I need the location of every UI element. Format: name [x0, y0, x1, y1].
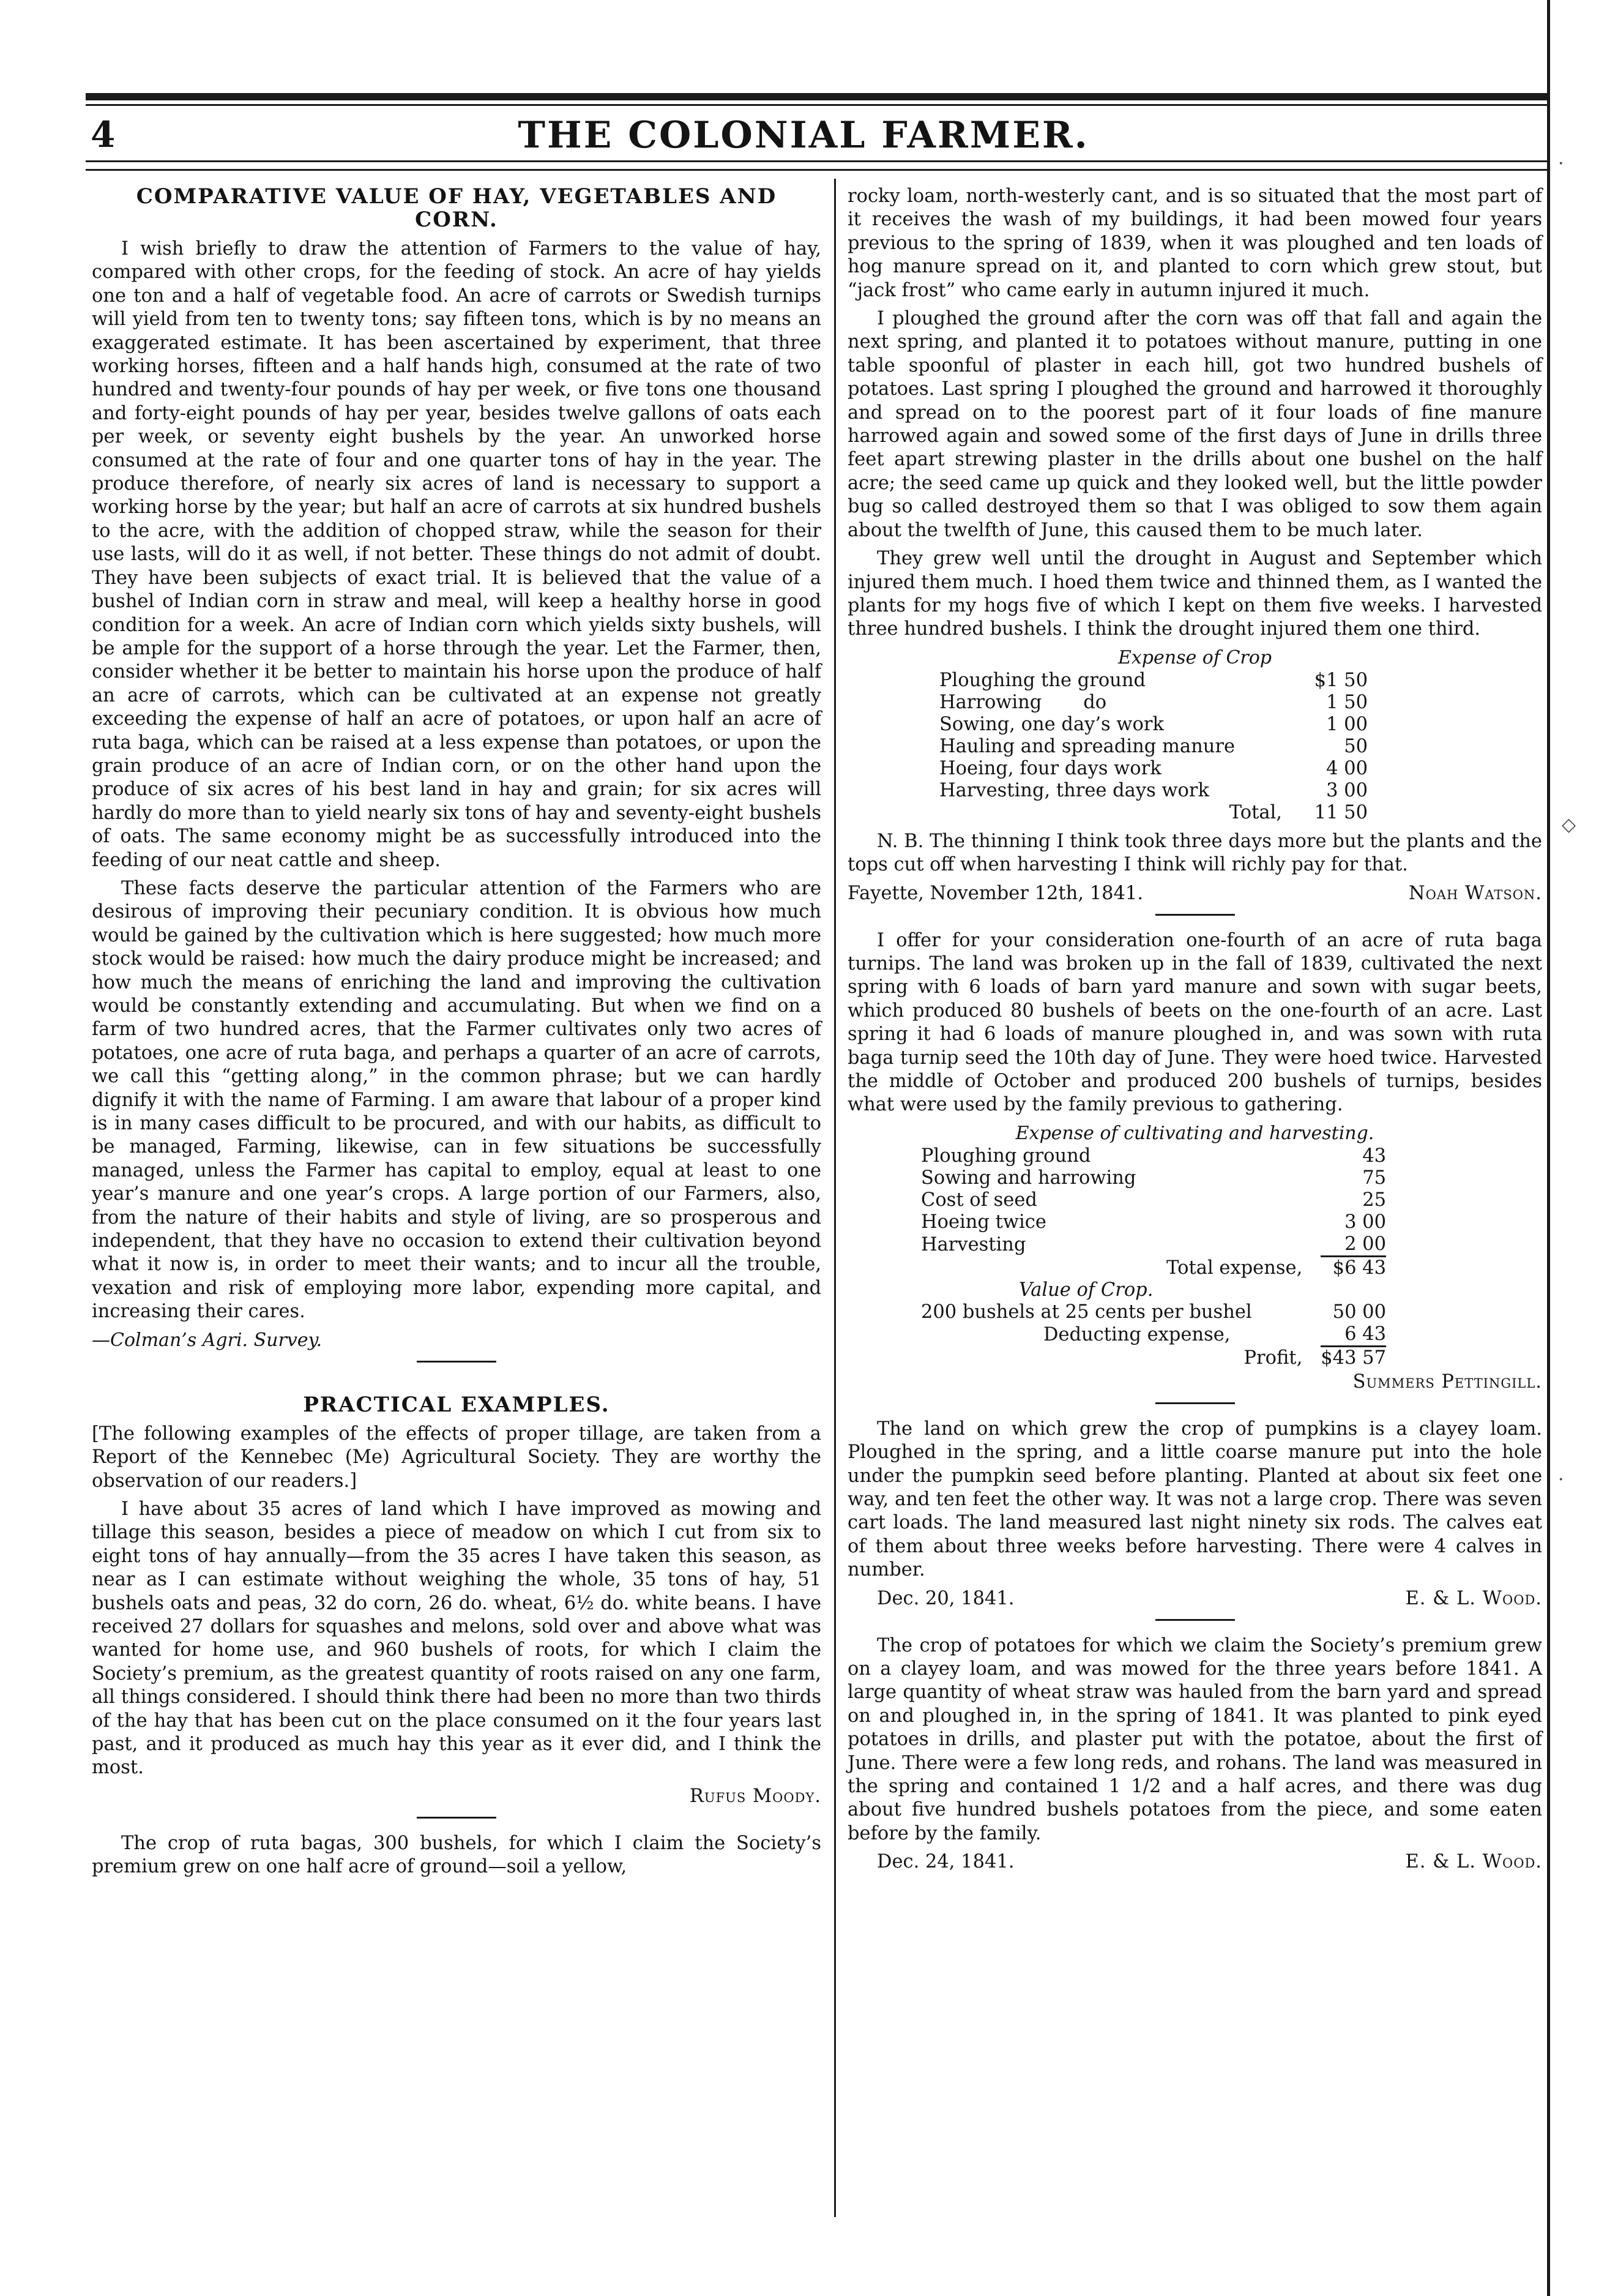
- expense-amount: 25: [1362, 1189, 1386, 1211]
- expense-row: [939, 670, 1368, 692]
- dateline: Dec. 24, 1841.: [877, 1851, 1015, 1873]
- article-paragraph: These facts deserve the particular attention of the Farmers who are desirous of improving their pecuniary condition. It is obvious how much would be gained by the cultivation which is here suggested; how much more stock would be raised: how much the dairy produce might be increased; and how much the means of enriching the land and improving the cultivation would be constantly extending and accumulating. But when we find on a farm of two hundred acres, that the Farmer cultivates only two acres of potatoes, one acre of ruta baga, and perhaps a quarter of an acre of carrots, we call this “getting along,” in the common phrase; but we can hardly dignify it with the name of Farming. I am aware that labour of a proper kind is in many cases difficult to be procured, and with our habits, as difficult to be managed, Farming, likewise, can in few situations be successfully managed, unless the Farmer has capital to employ, equal at least to one year’s manure and one year’s crops. A large portion of our Farmers, also, from the nature of their habits and style of living, are so prosperous and independent, that they have no occasion to extend their cultivation beyond what it now is, in order to meet their wants; and to incur all the trouble, vexation and risk of employing more labor, expending more capital, and increasing their cares.: [92, 877, 821, 1323]
- total-amount: 11 50: [1314, 801, 1368, 823]
- expense-item: Ploughing ground: [921, 1145, 1091, 1167]
- section-rule: [417, 1361, 496, 1363]
- expense-table-title: Expense of Crop: [1117, 646, 1272, 668]
- expense-item: Ploughing the ground: [939, 669, 1146, 691]
- signature: Rufus Moody.: [689, 1785, 821, 1807]
- profit-amount: $43 57: [1321, 1347, 1386, 1369]
- value-item: 200 bushels at 25 cents per bushel: [921, 1301, 1252, 1323]
- expense-row: [921, 1167, 1386, 1189]
- column-divider: [834, 179, 836, 2217]
- section-rule: [1155, 1619, 1235, 1621]
- article-paragraph: I wish briefly to draw the attention of Farmers to the value of hay, compared with other crops, for the feeding of stock. An acre of hay yields one ton and a half of vegetable food. An acre of carrots or Swedish turnips will yield from ten to twenty tons; say fifteen tons, which is by no means an exaggerated estimate. It has been ascertained by experiment, that three working horses, fifteen and a half hands high, consumed at the rate of two hundred and twenty-four pounds of hay per week, or five tons one thousand and forty-eight pounds of hay per year, besides twelve gallons of oats each per week, or seventy eight bushels by the year. An unworked horse consumed at the rate of four and one quarter tons of hay in the year. The produce therefore, of nearly six acres of land is necessary to support a working horse by the year; but half an acre of carrots at six hundred bushels to the acre, with the addition of chopped straw, while the season for their use lasts, will do it as well, if not better. These things do not admit of doubt. They have been subjects of exact trial. It is believed that the value of a bushel of Indian corn in straw and meal, will keep a healthy horse in good condition for a week. An acre of Indian corn which yields sixty bushels, will be ample for the support of a horse through the year. Let the Farmer, then, consider whether it be better to maintain his horse upon the produce of half an acre of carrots, which can be cultivated at an expense not greatly exceeding the expense of half an acre of potatoes, or upon half an acre of ruta baga, which can be raised at a less expense than potatoes, or upon the grain produce of an acre of Indian corn, or on the other hand upon the produce of six acres of his best land in hay and grain; for six acres will hardly do more than to yield nearly six tons of hay and seventy-eight bushels of oats. The same economy might be as successfully introduced into the feeding of our neat cattle and sheep.: [92, 238, 821, 871]
- expense-row: [939, 758, 1368, 780]
- expense-table: [939, 670, 1368, 824]
- section-rule: [417, 1817, 496, 1819]
- margin-mark: ·: [1558, 153, 1564, 174]
- expense-amount: 2 00: [1344, 1233, 1386, 1255]
- profit-label: Profit,: [1243, 1347, 1303, 1369]
- expense-row: [921, 1233, 1386, 1257]
- expense-item: Harvesting: [921, 1234, 1026, 1256]
- right-column: [848, 185, 1542, 1877]
- value-amount: 50 00: [1332, 1301, 1386, 1323]
- expense-row: [939, 714, 1368, 736]
- value-title: Value of Crop.: [1019, 1279, 1154, 1301]
- expense-amount: 3 00: [1326, 779, 1368, 801]
- article-paragraph: I have about 35 acres of land which I have improved as mowing and tillage this season, besides a piece of meadow on which I cut from six to eight tons of hay annually—from the 35 acres I have taken this season, as near as I can estimate without weighing the whole, 35 tons of hay, 51 bushels oats and peas, 32 do corn, 26 do. wheat, 6½ do. white beans. I have received 27 dollars for squashes and melons, sold over and above what was wanted for home use, and 960 bushels of roots, for which I claim the Society’s premium, as the greatest quantity of roots raised on any one farm, all things considered. I should think there had been no more than two thirds of the hay that has been cut on the place consumed on it the four years last past, and it produced as much hay this year as it ever did, and I think the most.: [92, 1498, 821, 1779]
- expense-item: Hoeing, four days work: [939, 757, 1161, 779]
- profit-row: [921, 1346, 1386, 1369]
- article-paragraph: The land on which grew the crop of pumpkins is a clayey loam. Ploughed in the spring, and a little coarse manure put into the hole under the pumpkin seed before planting. Planted at about six feet one way, and ten feet the other way. It was not a large crop. There was seven cart loads. The land measured last night ninety six rods. The calves eat of them about three weeks before harvesting. There were 4 calves in number.: [848, 1418, 1542, 1581]
- expense-amount: 50: [1344, 735, 1368, 757]
- expense-total-row: [921, 1256, 1386, 1279]
- deduct-row: [921, 1323, 1386, 1347]
- dateline: Fayette, November 12th, 1841.: [848, 882, 1144, 904]
- expense-row: [921, 1145, 1386, 1167]
- article-paragraph: The crop of ruta bagas, 300 bushels, for which I claim the Society’s premium grew on one half acre of ground—soil a yellow,: [92, 1832, 821, 1878]
- expense-item: Harvesting, three days work: [939, 779, 1209, 801]
- signature: Summers Pettingill.: [1352, 1370, 1542, 1393]
- signature-line: [848, 1370, 1542, 1394]
- expense-row: [939, 780, 1368, 802]
- value-row: [921, 1301, 1386, 1323]
- expense-item: Sowing and harrowing: [921, 1167, 1136, 1189]
- editor-note: [The following examples of the effects of proper tillage, are taken from a Report of the Kennebec (Me) Agricultural Society. They are worthy the observation of our readers.]: [92, 1423, 821, 1492]
- expense-amount: 4 00: [1326, 757, 1368, 779]
- expense-row: [939, 692, 1368, 714]
- expense-item: Hoeing twice: [921, 1211, 1046, 1233]
- signature-line: [92, 1785, 821, 1808]
- expense-table: [921, 1145, 1386, 1369]
- expense-table-title: Expense of cultivating and harvesting.: [1015, 1122, 1374, 1144]
- expense-item: Cost of seed: [921, 1189, 1037, 1211]
- note-paragraph: N. B. The thinning I think took three days more but the plants and the tops cut off when harvesting I think will richly pay for that.: [848, 830, 1542, 876]
- margin-mark: ·: [1558, 1469, 1564, 1490]
- signature-line: [848, 1587, 1542, 1610]
- expense-amount: 1 00: [1326, 713, 1368, 735]
- deduct-label: Deducting expense,: [1043, 1324, 1231, 1346]
- title-rule-top: [86, 160, 1548, 162]
- running-title: THE COLONIAL FARMER.: [518, 114, 1089, 157]
- expense-item: Hauling and spreading manure: [939, 735, 1235, 757]
- expense-amount: 75: [1362, 1167, 1386, 1189]
- expense-amount: $1 50: [1314, 669, 1368, 691]
- header-rule-thin: [86, 104, 1548, 106]
- total-label: Total expense,: [1166, 1257, 1303, 1279]
- expense-amount: 3 00: [1344, 1211, 1386, 1233]
- expense-item: Harrowing do: [939, 691, 1107, 713]
- article-paragraph: They grew well until the drought in August and September which injured them much. I hoed them twice and thinned them, as I wanted the plants for my hogs five of which I kept on them five weeks. I harvested three hundred bushels. I think the drought injured them one third.: [848, 548, 1542, 640]
- article-paragraph: rocky loam, north-westerly cant, and is so situated that the most part of it receives the wash of my buildings, it had been mowed four years previous to the spring of 1839, when it was ploughed and ten loads of hog manure spread on it, and planted to corn which grew stout, but “jack frost” who came early in autumn injured it much.: [848, 185, 1542, 301]
- section-rule: [1155, 914, 1235, 916]
- expense-row: [939, 736, 1368, 758]
- signature: E. & L. Wood.: [1405, 1587, 1542, 1609]
- deduct-amount: 6 43: [1344, 1323, 1386, 1345]
- article-paragraph: I ploughed the ground after the corn was off that fall and again the next spring, and planted it to potatoes without manure, putting in one table spoonful of plaster in each hill, got two hundred bushels of potatoes. Last spring I ploughed the ground and harrowed it thoroughly and spread on to the poorest part of it four loads of fine manure harrowed again and sowed some of the first days of June in drills three feet apart strewing plaster in the drills about one bushel on the half acre; the seed came up quick and they looked well, but the little powder bug so called destroyed them so that I was obliged to sow them again about the twelfth of June, this caused them to be much later.: [848, 308, 1542, 541]
- title-rule-bottom: [86, 169, 1548, 171]
- expense-row: [921, 1189, 1386, 1211]
- header-rule-heavy: [86, 93, 1548, 100]
- expense-row: [921, 1211, 1386, 1233]
- dateline: Dec. 20, 1841.: [877, 1587, 1015, 1609]
- margin-mark: ◇: [1562, 814, 1576, 836]
- section-headline: PRACTICAL EXAMPLES.: [303, 1392, 610, 1417]
- expense-amount: 1 50: [1326, 691, 1368, 713]
- expense-item: Sowing, one day’s work: [939, 713, 1164, 735]
- value-title-row: [921, 1279, 1386, 1301]
- article-paragraph: The crop of potatoes for which we claim the Society’s premium grew on a clayey loam, and was mowed for the three years before 1841. A large quantity of wheat straw was hauled from the barn yard and spread on and ploughed in, in the spring of 1841. It was planted to pink eyed potatoes in drills, and plaster put with the potatoe, about the first of June. There were a few long reds, and rohans. The land was measured in the spring and contained 1 1/2 and a half acres, and there was dug about five hundred bushels potatoes from the piece, and some eaten before by the family.: [848, 1634, 1542, 1844]
- page-edge-line: [1547, 0, 1550, 2296]
- total-amount: $6 43: [1321, 1256, 1386, 1279]
- total-label: Total,: [1229, 801, 1282, 823]
- signature: E. & L. Wood.: [1405, 1851, 1542, 1873]
- article-headline: COMPARATIVE VALUE OF HAY, VEGETABLES AND CORN.: [136, 184, 777, 232]
- page-number: 4: [91, 114, 116, 155]
- expense-amount: 43: [1362, 1145, 1386, 1167]
- signature-line: [848, 882, 1542, 905]
- source-citation: —Colman’s Agri. Survey.: [92, 1329, 323, 1351]
- signature-line: [848, 1850, 1542, 1874]
- left-column: [92, 185, 821, 1884]
- article-paragraph: I offer for your consideration one-fourth of an acre of ruta baga turnips. The land was broken up in the fall of 1839, cultivated the next spring with 6 loads of barn yard manure and sown with sugar beets, which produced 80 bushels of beets on the one-fourth of an acre. Last spring it had 6 loads of manure ploughed in, and was sown with ruta baga turnip seed the 10th day of June. They were hoed twice. Harvested the middle of October and produced 200 bushels of turnips, besides what were used by the family previous to gathering.: [848, 929, 1542, 1116]
- expense-total-row: [939, 802, 1368, 824]
- signature: Noah Watson.: [1408, 882, 1542, 904]
- section-rule: [1155, 1402, 1235, 1404]
